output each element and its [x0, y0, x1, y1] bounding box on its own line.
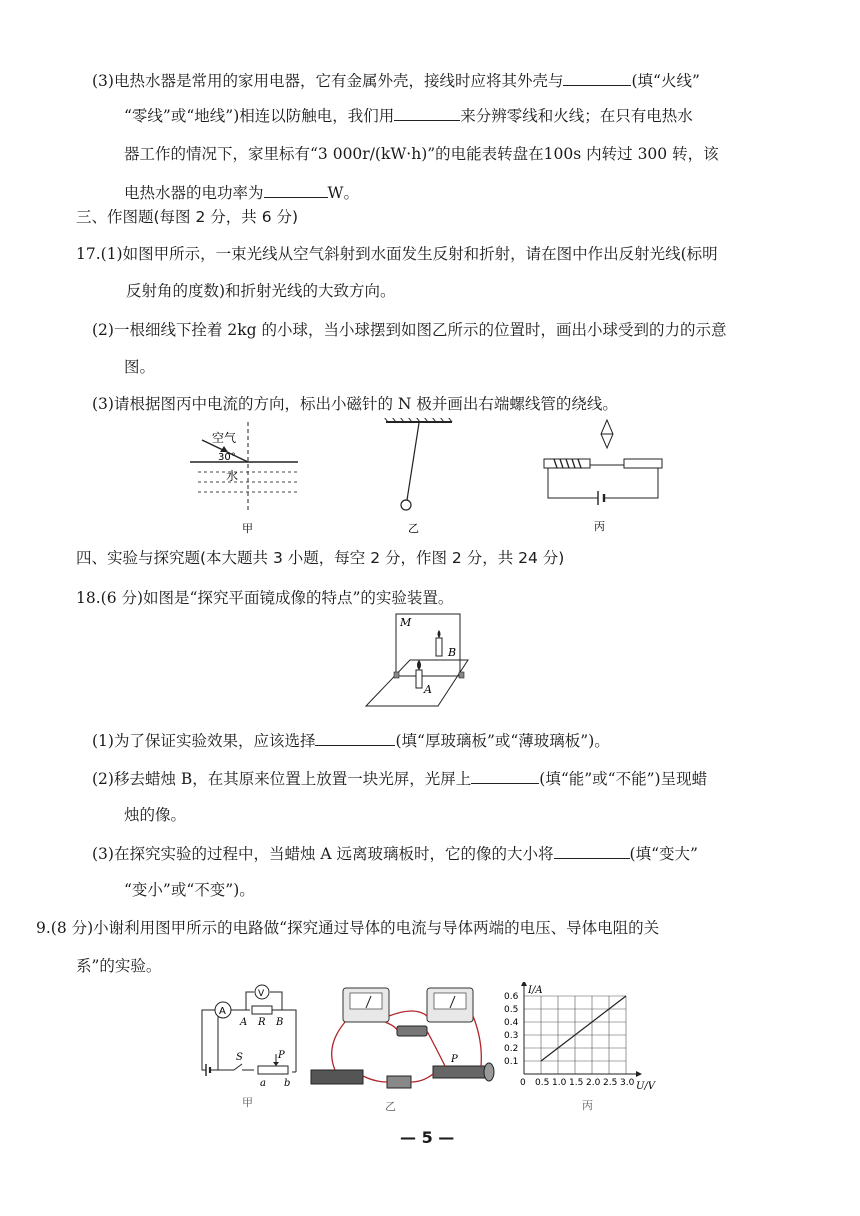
q16-3-text-c: “零线”或“地线”)相连以防触电，我们用 — [124, 107, 395, 125]
x-tick-label: 3.0 — [620, 1078, 635, 1088]
x-tick-label: 2.5 — [603, 1078, 618, 1088]
caption-bing-19: 丙 — [582, 1099, 593, 1112]
string — [407, 423, 419, 500]
y-tick-label: 0.1 — [504, 1057, 519, 1067]
q18-intro: 18.(6 分)如图是“探究平面镜成像的特点”的实验装置。 — [76, 589, 454, 607]
iu-line — [541, 996, 626, 1061]
right-solenoid — [624, 459, 662, 468]
label-a: A — [424, 683, 432, 696]
answer-blank-test-pen[interactable] — [394, 105, 460, 121]
label-water: 水 — [226, 469, 239, 483]
y-tick-label: 0.4 — [504, 1018, 519, 1028]
q19-line1: 9.(8 分)小谢利用图甲所示的电路做“探究通过导体的电流与导体两端的电压、导体电阻的关 — [36, 919, 660, 937]
q18-sub2 — [92, 768, 707, 789]
x-tick-label: 1.5 — [569, 1078, 584, 1088]
figure-plane-mirror-setup — [360, 608, 500, 718]
voltmeter-label: V — [258, 989, 265, 999]
candle-a — [416, 670, 422, 688]
q16-3-line4 — [124, 182, 359, 203]
caption-bing: 丙 — [594, 520, 605, 533]
label-p: P — [278, 1050, 285, 1061]
label-p-device: P — [451, 1054, 458, 1065]
x-tick-label: 1.0 — [552, 1078, 567, 1088]
q18-sub1-text-a: (1)为了保证实验效果，应该选择 — [92, 732, 316, 750]
page-number: — 5 — — [400, 1128, 455, 1147]
q18-sub2-text-b: (填“能”或“不能”)呈现蜡 — [539, 770, 708, 788]
flame-icon — [438, 630, 441, 638]
caption-yi: 乙 — [408, 522, 419, 535]
q16-3-line3: 器工作的情况下，家里标有“3 000r/(kW·h)”的电能表转盘在100s 内转过 300 转，该 — [124, 145, 719, 163]
q18-sub2-cont: 烛的像。 — [124, 806, 187, 824]
candle-b — [436, 638, 442, 656]
figure-circuit-diagram — [198, 982, 310, 1112]
q16-3-line2 — [124, 105, 693, 126]
switch-device — [387, 1076, 411, 1088]
q16-3-text-d: 来分辨零线和火线；在只有电热水 — [460, 107, 693, 125]
answer-blank-image-size[interactable] — [554, 843, 630, 859]
caption-jia-19: 甲 — [242, 1096, 253, 1109]
q18-sub1-text-b: (填“厚玻璃板”或“薄玻璃板”)。 — [395, 732, 610, 750]
ammeter-label: A — [219, 1006, 226, 1017]
figure-iu-graph — [500, 982, 670, 1114]
circuit-wire — [218, 1010, 296, 1072]
chart-series — [541, 996, 626, 1061]
circuit-wire — [548, 468, 658, 498]
answer-blank-ground-wire[interactable] — [563, 70, 631, 86]
label-pa: a — [260, 1078, 266, 1089]
y-axis-arrow — [521, 982, 527, 986]
label-air: 空气 — [212, 431, 237, 445]
figure-jia-refraction — [190, 420, 320, 540]
battery-box — [311, 1070, 363, 1084]
chart-ylabel: I/A — [528, 985, 543, 996]
q16-3-line1 — [92, 70, 700, 91]
q18-sub3-text-a: (3)在探究实验的过程中，当蜡烛 A 远离玻璃板时，它的像的大小将 — [92, 845, 554, 863]
q18-sub1 — [92, 730, 610, 751]
figure-physical-circuit — [305, 986, 500, 1112]
chart-xlabel: U/V — [636, 1081, 656, 1092]
label-b: B — [448, 646, 457, 659]
switch-s — [234, 1064, 242, 1070]
section-3-title: 三、作图题(每图 2 分，共 6 分) — [76, 208, 299, 226]
q17-line3: (2)一根细线下拴着 2kg 的小球，当小球摆到如图乙所示的位置时，画出小球受到的力的示意 — [92, 321, 727, 339]
q18-sub2-text-a: (2)移去蜡烛 B，在其原来位置上放置一块光屏，光屏上 — [92, 770, 472, 788]
x-axis-arrow — [636, 1071, 642, 1077]
q16-3-text-a: (3)电热水器是常用的家用电器，它有金属外壳，接线时应将其外壳与 — [92, 72, 564, 90]
q18-sub3-cont: “变小”或“不变”)。 — [124, 881, 255, 899]
x-tick-label: 0 — [520, 1078, 526, 1088]
answer-blank-glass-choice[interactable] — [315, 730, 395, 746]
label-s: S — [236, 1052, 243, 1063]
y-tick-label: 0.6 — [504, 992, 519, 1002]
label-pb: b — [284, 1078, 291, 1089]
ball — [401, 500, 411, 510]
label-m: M — [400, 616, 412, 629]
q16-3-text-b: (填“火线” — [631, 72, 700, 90]
y-tick-label: 0.5 — [504, 1005, 519, 1015]
figure-bing-solenoid — [540, 418, 670, 536]
answer-blank-power[interactable] — [264, 182, 328, 198]
flame-icon — [417, 660, 421, 670]
q18-sub3-text-b: (填“变大” — [629, 845, 698, 863]
label-b-point: B — [276, 1017, 284, 1028]
q17-line1: 17.(1)如图甲所示，一束光线从空气斜射到水面发生反射和折射，请在图中作出反射光线(标明 — [76, 245, 718, 263]
q17-line4: 图。 — [124, 358, 156, 376]
resistor-r — [252, 1006, 272, 1014]
label-r: R — [258, 1017, 266, 1028]
x-tick-label: 2.0 — [586, 1078, 601, 1088]
rheostat — [258, 1066, 288, 1074]
answer-blank-screen-image[interactable] — [471, 768, 539, 784]
q18-sub3 — [92, 843, 698, 864]
caption-jia: 甲 — [242, 522, 253, 535]
q19-line2: 系”的实验。 — [76, 957, 162, 975]
q16-3-text-f: W。 — [327, 184, 359, 202]
q17-line2: 反射角的度数)和折射光线的大致方向。 — [126, 282, 396, 300]
label-angle: 30° — [218, 452, 236, 463]
resistor-device — [397, 1026, 427, 1036]
section-4-title: 四、实验与探究题(本大题共 3 小题，每空 2 分，作图 2 分，共 24 分) — [76, 549, 565, 567]
q16-3-text-e: 电热水器的电功率为 — [124, 184, 264, 202]
arrow-icon — [273, 1062, 279, 1066]
x-tick-label: 0.5 — [535, 1078, 550, 1088]
rheostat-device — [433, 1066, 489, 1078]
caption-yi-19: 乙 — [385, 1100, 396, 1112]
q17-line5: (3)请根据图丙中电流的方向，标出小磁针的 N 极并画出右端螺线管的绕线。 — [92, 395, 618, 413]
y-tick-label: 0.3 — [504, 1031, 519, 1041]
label-a-point: A — [240, 1017, 248, 1028]
figure-yi-pendulum — [380, 418, 460, 540]
y-tick-label: 0.2 — [504, 1044, 519, 1054]
